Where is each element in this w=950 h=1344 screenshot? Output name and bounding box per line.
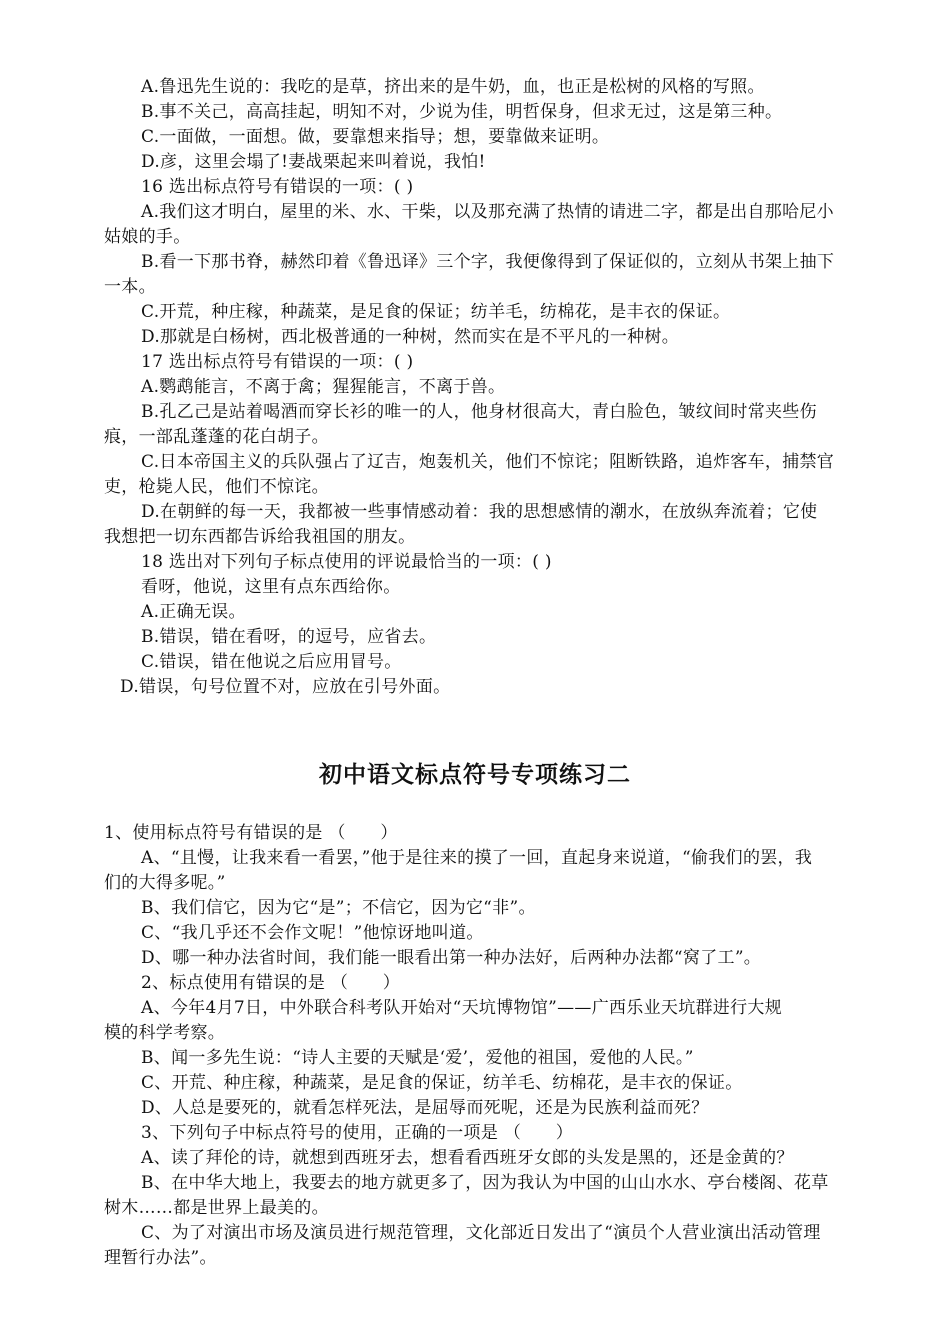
q18-option-d: D.错误，句号位置不对，应放在引号外面。 — [120, 677, 451, 697]
p2-q2-option-a-line1: A、今年4月7日，中外联合科考队开始对“天坑博物馆”——广西乐业天坑群进行大规 — [141, 998, 782, 1018]
p2-q2-stem: 2、标点使用有错误的是 （ ） — [141, 973, 401, 993]
q15-option-a: A.鲁迅先生说的：我吃的是草，挤出来的是牛奶，血，也正是松树的风格的写照。 — [141, 77, 765, 97]
q18-stem: 18 选出对下列句子标点使用的评说最恰当的一项：( ) — [141, 552, 552, 572]
q18-option-c: C.错误，错在他说之后应用冒号。 — [141, 652, 402, 672]
section-title: 初中语文标点符号专项练习二 — [319, 762, 631, 788]
q15-option-b: B.事不关己，高高挂起，明知不对，少说为佳，明哲保身，但求无过，这是第三种。 — [141, 102, 783, 122]
q17-stem: 17 选出标点符号有错误的一项：( ) — [141, 352, 414, 372]
p2-q3-option-b-line2: 树木……都是世界上最美的。 — [104, 1198, 329, 1218]
p2-q2-option-a-line2: 模的科学考察。 — [104, 1023, 226, 1043]
q16-option-b-line2: 一本。 — [104, 277, 156, 297]
q18-option-b: B.错误，错在看呀，的逗号，应省去。 — [141, 627, 437, 647]
q17-option-b-line2: 痕，一部乱蓬蓬的花白胡子。 — [104, 427, 329, 447]
q16-stem: 16 选出标点符号有错误的一项：( ) — [141, 177, 414, 197]
q17-option-b-line1: B.孔乙己是站着喝酒而穿长衫的唯一的人，他身材很高大，青白脸色，皱纹间时常夹些伤 — [141, 402, 817, 422]
p2-q1-option-a-line1: A、“且慢，让我来看一看罢，”他于是往来的摸了一回，直起身来说道，“偷我们的罢，我 — [141, 848, 813, 868]
q17-option-d-line2: 我想把一切东西都告诉给我祖国的朋友。 — [104, 527, 416, 547]
q16-option-d: D.那就是白杨树，西北极普通的一种树，然而实在是不平凡的一种树。 — [141, 327, 680, 347]
p2-q1-option-b: B、我们信它，因为它“是”；不信它，因为它“非”。 — [141, 898, 536, 918]
p2-q1-option-a-line2: 们的大得多呢。” — [104, 873, 226, 893]
q17-option-c-line2: 吏，枪毙人民，他们不惊诧。 — [104, 477, 329, 497]
p2-q3-option-b-line1: B、在中华大地上，我要去的地方就更多了，因为我认为中国的山山水水、亭台楼阁、花草 — [141, 1173, 829, 1193]
p2-q3-option-c-line2: 理暂行办法”。 — [104, 1248, 217, 1268]
q15-option-d: D.彦，这里会塌了!妻战栗起来叫着说，我怕! — [141, 152, 486, 172]
p2-q2-option-d: D、人总是要死的，就看怎样死法，是屈辱而死呢，还是为民族利益而死？ — [141, 1098, 709, 1118]
q16-option-a-line2: 姑娘的手。 — [104, 227, 191, 247]
p2-q3-option-a: A、读了拜伦的诗，就想到西班牙去，想看看西班牙女郎的头发是黑的，还是金黄的？ — [141, 1148, 794, 1168]
p2-q2-option-c: C、开荒、种庄稼，种蔬菜，是足食的保证，纺羊毛、纺棉花，是丰衣的保证。 — [141, 1073, 743, 1093]
p2-q1-option-c: C、“我几乎还不会作文呢！”他惊讶地叫道。 — [141, 923, 484, 943]
p2-q1-stem: 1、使用标点符号有错误的是 （ ） — [104, 823, 398, 843]
p2-q2-option-b: B、闻一多先生说：“诗人主要的天赋是‘爱’，爱他的祖国，爱他的人民。” — [141, 1048, 694, 1068]
q16-option-c: C.开荒，种庄稼，种蔬菜，是足食的保证；纺羊毛，纺棉花，是丰衣的保证。 — [141, 302, 731, 322]
q18-option-a: A.正确无误。 — [141, 602, 246, 622]
p2-q3-stem: 3、下列句子中标点符号的使用，正确的一项是 （ ） — [141, 1123, 574, 1143]
q17-option-c-line1: C.日本帝国主义的兵队强占了辽吉，炮轰机关，他们不惊诧；阻断铁路，追炸客车，捕禁官 — [141, 452, 835, 472]
p2-q1-option-d: D、哪一种办法省时间，我们能一眼看出第一种办法好，后两种办法都“窝了工”。 — [141, 948, 762, 968]
q18-sentence: 看呀，他说，这里有点东西给你。 — [141, 577, 401, 597]
q16-option-b-line1: B.看一下那书脊，赫然印着《鲁迅译》三个字，我便像得到了保证似的，立刻从书架上抽下 — [141, 252, 835, 272]
q17-option-d-line1: D.在朝鲜的每一天，我都被一些事情感动着：我的思想感情的潮水，在放纵奔流着；它使 — [141, 502, 818, 522]
q16-option-a-line1: A.我们这才明白，屋里的米、水、干柴，以及那充满了热情的请进二字，都是出自那哈尼小 — [141, 202, 834, 222]
q15-option-c: C.一面做，一面想。做，要靠想来指导；想，要靠做来证明。 — [141, 127, 610, 147]
q17-option-a: A.鹦鹉能言，不离于禽；猩猩能言，不离于兽。 — [141, 377, 506, 397]
p2-q3-option-c-line1: C、为了对演出市场及演员进行规范管理，文化部近日发出了“演员个人营业演出活动管理 — [141, 1223, 821, 1243]
